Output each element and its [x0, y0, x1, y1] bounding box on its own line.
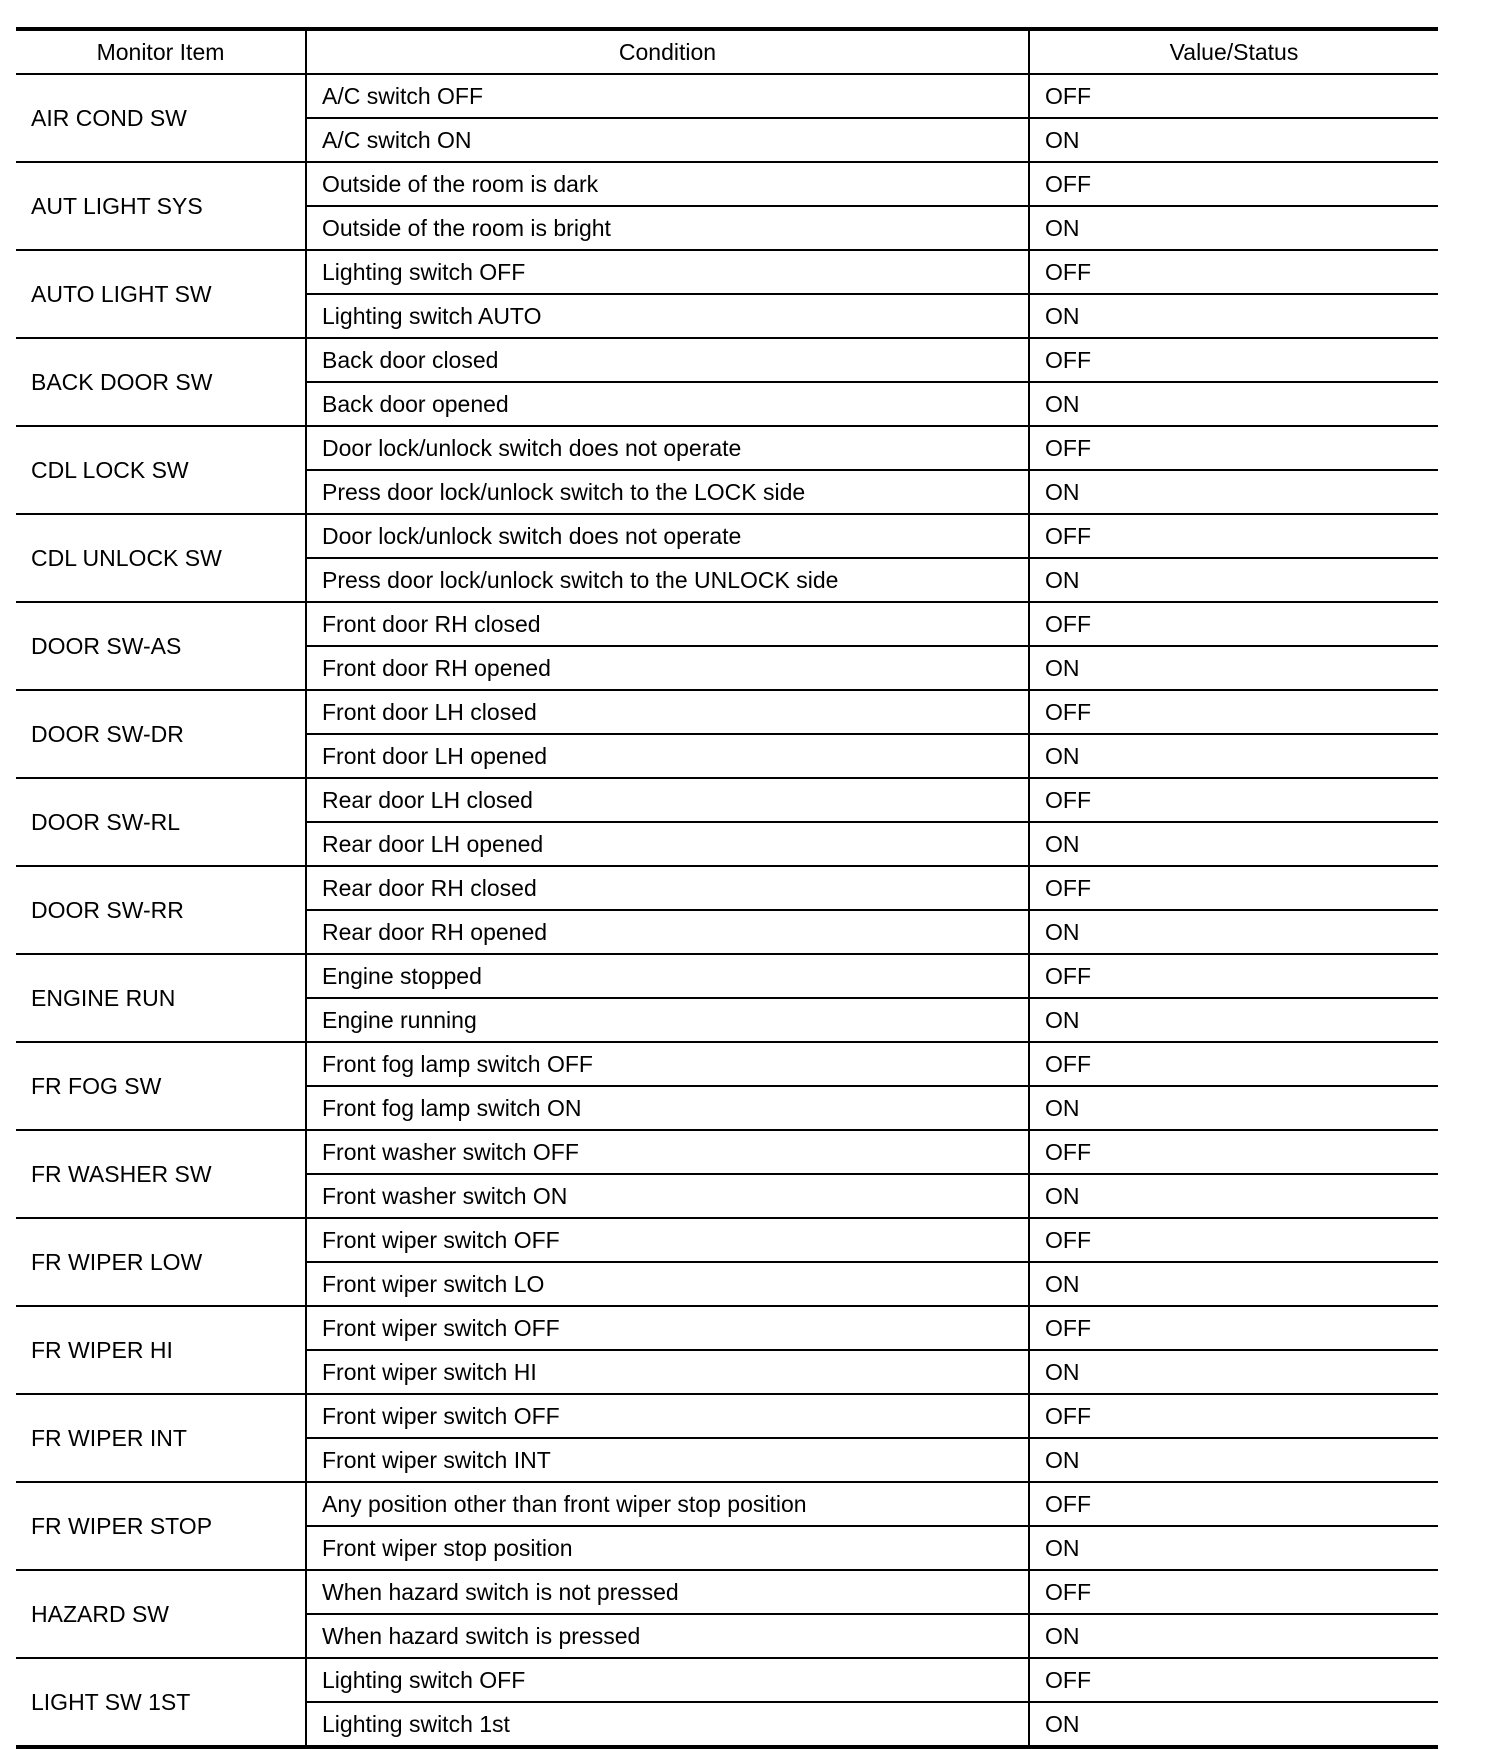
condition-cell: Front wiper switch OFF — [306, 1306, 1029, 1350]
table-body — [16, 74, 1438, 1747]
table-row — [16, 1394, 1438, 1438]
condition-cell: Front door LH opened — [306, 734, 1029, 778]
monitor-item-cell: LIGHT SW 1ST — [16, 1658, 306, 1747]
value-status-cell: OFF — [1029, 74, 1438, 118]
table-row — [16, 162, 1438, 206]
monitor-item-cell: DOOR SW-RL — [16, 778, 306, 866]
value-status-cell: ON — [1029, 1614, 1438, 1658]
value-status-cell: ON — [1029, 294, 1438, 338]
monitor-item-cell: FR WIPER LOW — [16, 1218, 306, 1306]
value-status-cell: ON — [1029, 1438, 1438, 1482]
condition-cell: Engine stopped — [306, 954, 1029, 998]
condition-cell: Back door closed — [306, 338, 1029, 382]
table-row — [16, 250, 1438, 294]
value-status-cell: OFF — [1029, 1042, 1438, 1086]
value-status-cell: OFF — [1029, 1394, 1438, 1438]
value-status-cell: ON — [1029, 822, 1438, 866]
header-value-status: Value/Status — [1029, 29, 1438, 74]
value-status-cell: OFF — [1029, 1130, 1438, 1174]
value-status-cell: OFF — [1029, 1218, 1438, 1262]
value-status-cell: OFF — [1029, 514, 1438, 558]
value-status-cell: OFF — [1029, 338, 1438, 382]
table-row — [16, 954, 1438, 998]
table-row — [16, 866, 1438, 910]
value-status-cell: OFF — [1029, 1482, 1438, 1526]
monitor-item-cell: AUT LIGHT SYS — [16, 162, 306, 250]
value-status-cell: ON — [1029, 1086, 1438, 1130]
value-status-cell: ON — [1029, 382, 1438, 426]
condition-cell: Front door LH closed — [306, 690, 1029, 734]
table-row — [16, 1218, 1438, 1262]
condition-cell: Front wiper switch HI — [306, 1350, 1029, 1394]
condition-cell: Front wiper switch OFF — [306, 1394, 1029, 1438]
condition-cell: Front wiper stop position — [306, 1526, 1029, 1570]
condition-cell: Front door RH opened — [306, 646, 1029, 690]
value-status-cell: OFF — [1029, 162, 1438, 206]
table-row — [16, 1570, 1438, 1614]
condition-cell: Front washer switch OFF — [306, 1130, 1029, 1174]
monitor-item-cell: DOOR SW-RR — [16, 866, 306, 954]
condition-cell: Press door lock/unlock switch to the UNLOCK side — [306, 558, 1029, 602]
value-status-cell: OFF — [1029, 690, 1438, 734]
value-status-cell: ON — [1029, 646, 1438, 690]
condition-cell: Lighting switch AUTO — [306, 294, 1029, 338]
monitor-item-cell: FR WASHER SW — [16, 1130, 306, 1218]
condition-cell: Front fog lamp switch ON — [306, 1086, 1029, 1130]
value-status-cell: ON — [1029, 118, 1438, 162]
condition-cell: Door lock/unlock switch does not operate — [306, 426, 1029, 470]
value-status-cell: OFF — [1029, 1658, 1438, 1702]
table-row — [16, 778, 1438, 822]
value-status-cell: ON — [1029, 470, 1438, 514]
table-row — [16, 1042, 1438, 1086]
condition-cell: Front wiper switch OFF — [306, 1218, 1029, 1262]
condition-cell: Front washer switch ON — [306, 1174, 1029, 1218]
value-status-cell: OFF — [1029, 954, 1438, 998]
table-row — [16, 1482, 1438, 1526]
value-status-cell: ON — [1029, 734, 1438, 778]
value-status-cell: ON — [1029, 910, 1438, 954]
value-status-cell: OFF — [1029, 250, 1438, 294]
condition-cell: Rear door LH closed — [306, 778, 1029, 822]
condition-cell: Rear door LH opened — [306, 822, 1029, 866]
condition-cell: Rear door RH closed — [306, 866, 1029, 910]
monitor-item-cell: FR WIPER STOP — [16, 1482, 306, 1570]
condition-cell: Any position other than front wiper stop position — [306, 1482, 1029, 1526]
condition-cell: Front wiper switch INT — [306, 1438, 1029, 1482]
condition-cell: Front wiper switch LO — [306, 1262, 1029, 1306]
value-status-cell: ON — [1029, 206, 1438, 250]
value-status-cell: OFF — [1029, 1306, 1438, 1350]
monitor-item-cell: BACK DOOR SW — [16, 338, 306, 426]
monitor-item-cell: AIR COND SW — [16, 74, 306, 162]
monitor-item-cell: DOOR SW-DR — [16, 690, 306, 778]
condition-cell: Press door lock/unlock switch to the LOCK side — [306, 470, 1029, 514]
monitor-item-cell: CDL LOCK SW — [16, 426, 306, 514]
monitor-item-cell: FR WIPER HI — [16, 1306, 306, 1394]
value-status-cell: OFF — [1029, 778, 1438, 822]
value-status-cell: ON — [1029, 1350, 1438, 1394]
table-row — [16, 74, 1438, 118]
condition-cell: A/C switch OFF — [306, 74, 1029, 118]
table-row — [16, 514, 1438, 558]
condition-cell: When hazard switch is pressed — [306, 1614, 1029, 1658]
value-status-cell: OFF — [1029, 1570, 1438, 1614]
condition-cell: Front fog lamp switch OFF — [306, 1042, 1029, 1086]
monitor-item-cell: CDL UNLOCK SW — [16, 514, 306, 602]
table-row — [16, 426, 1438, 470]
condition-cell: A/C switch ON — [306, 118, 1029, 162]
condition-cell: Engine running — [306, 998, 1029, 1042]
monitor-item-cell: HAZARD SW — [16, 1570, 306, 1658]
condition-cell: Back door opened — [306, 382, 1029, 426]
table-row — [16, 602, 1438, 646]
monitor-item-cell: AUTO LIGHT SW — [16, 250, 306, 338]
monitor-item-cell: FR WIPER INT — [16, 1394, 306, 1482]
table-row — [16, 1658, 1438, 1702]
condition-cell: Outside of the room is bright — [306, 206, 1029, 250]
monitor-item-cell: DOOR SW-AS — [16, 602, 306, 690]
condition-cell: Lighting switch 1st — [306, 1702, 1029, 1747]
value-status-cell: ON — [1029, 558, 1438, 602]
condition-cell: Outside of the room is dark — [306, 162, 1029, 206]
value-status-cell: ON — [1029, 1702, 1438, 1747]
header-condition: Condition — [306, 29, 1029, 74]
value-status-cell: ON — [1029, 998, 1438, 1042]
monitor-table — [16, 27, 1438, 1749]
value-status-cell: OFF — [1029, 602, 1438, 646]
condition-cell: When hazard switch is not pressed — [306, 1570, 1029, 1614]
condition-cell: Rear door RH opened — [306, 910, 1029, 954]
table-row — [16, 1306, 1438, 1350]
condition-cell: Lighting switch OFF — [306, 250, 1029, 294]
monitor-item-cell: FR FOG SW — [16, 1042, 306, 1130]
header-monitor-item: Monitor Item — [16, 29, 306, 74]
table-row — [16, 338, 1438, 382]
table-row — [16, 690, 1438, 734]
value-status-cell: ON — [1029, 1526, 1438, 1570]
monitor-item-cell: ENGINE RUN — [16, 954, 306, 1042]
value-status-cell: ON — [1029, 1262, 1438, 1306]
table-row — [16, 1130, 1438, 1174]
condition-cell: Lighting switch OFF — [306, 1658, 1029, 1702]
value-status-cell: OFF — [1029, 866, 1438, 910]
value-status-cell: OFF — [1029, 426, 1438, 470]
condition-cell: Front door RH closed — [306, 602, 1029, 646]
table-header-row — [16, 29, 1438, 74]
condition-cell: Door lock/unlock switch does not operate — [306, 514, 1029, 558]
value-status-cell: ON — [1029, 1174, 1438, 1218]
